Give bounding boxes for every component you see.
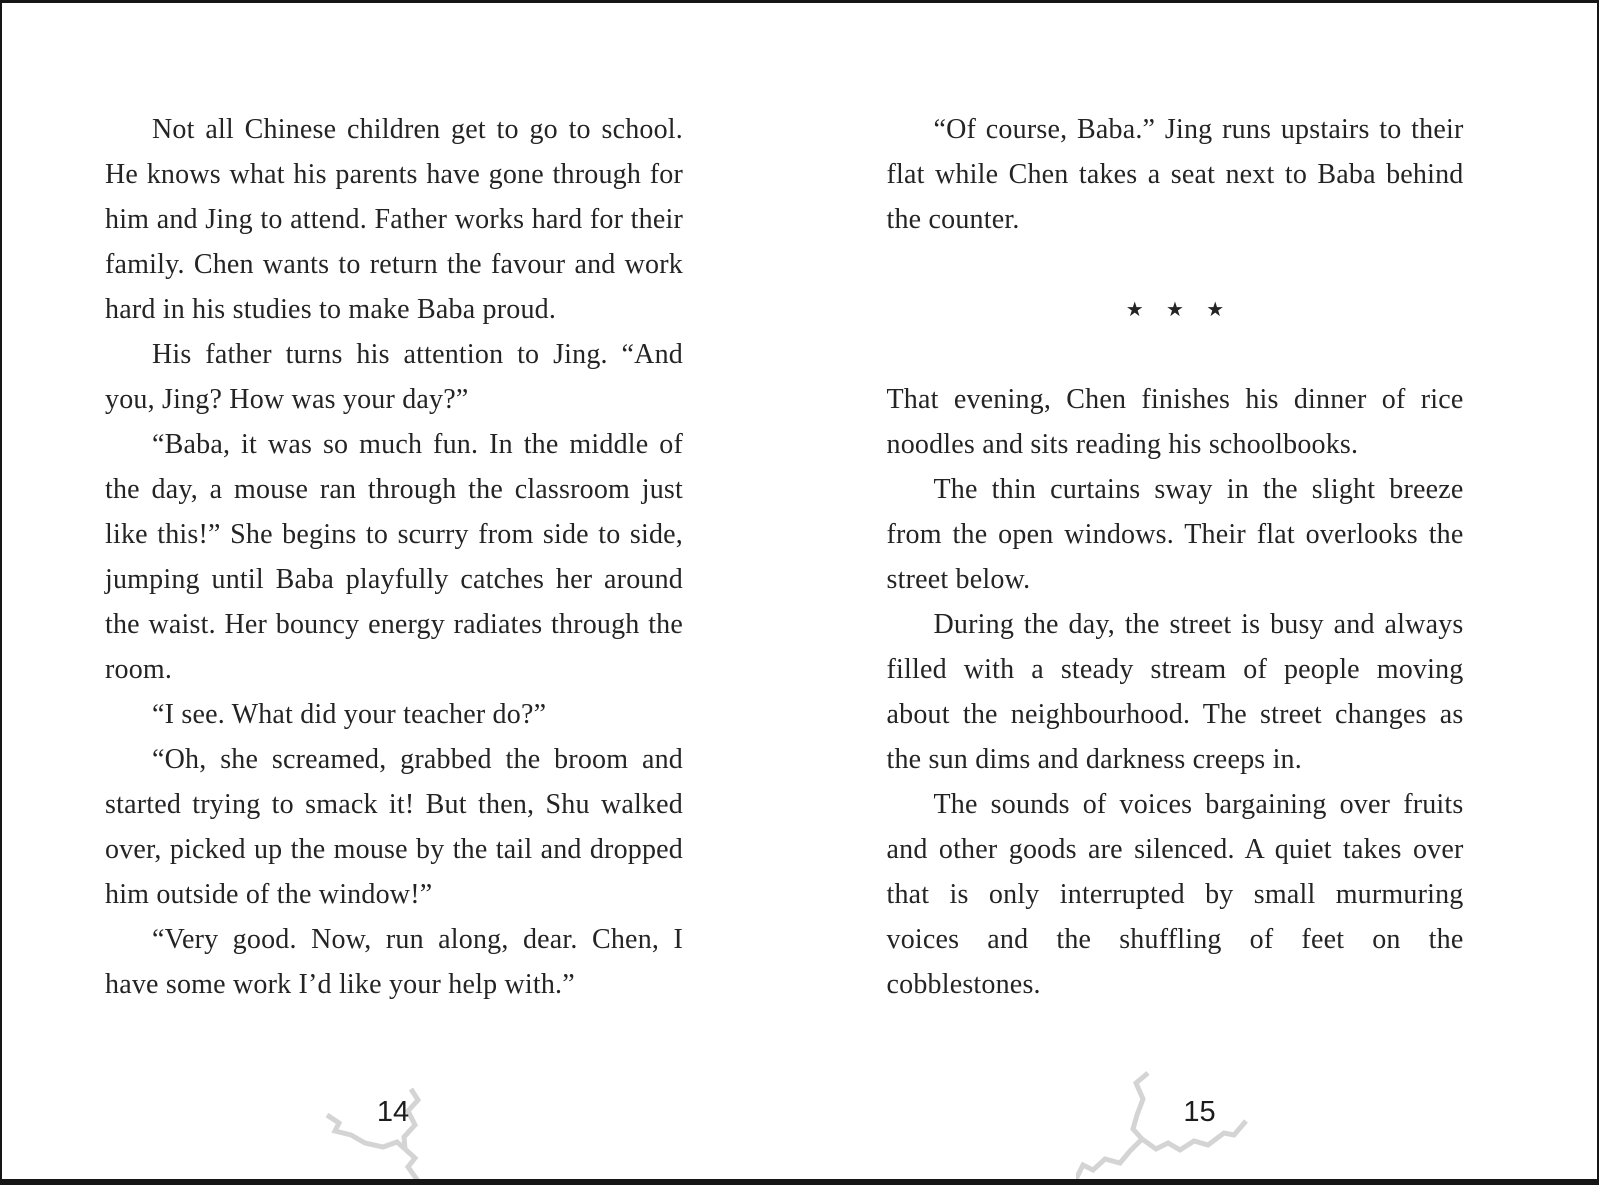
paragraph: “Of course, Baba.” Jing runs upstairs to their flat while Chen takes a seat next to Baba behind the counter. bbox=[886, 114, 1464, 235]
scene-break-stars-icon: ★ ★ ★ bbox=[1125, 297, 1225, 321]
paragraph: His father turns his attention to Jing. “And you, Jing? How was your day?” bbox=[105, 339, 683, 415]
paragraph: “Very good. Now, run along, dear. Chen, I have some work I’d like your help with.” bbox=[105, 924, 683, 1000]
page-15-text-column bbox=[887, 107, 1464, 1007]
page-15 bbox=[800, 3, 1598, 1179]
paragraph: That evening, Chen finishes his dinner of rice noodles and sits reading his schoolbooks. bbox=[886, 384, 1464, 460]
paragraph: During the day, the street is busy and always filled with a steady stream of people moving about the neighbourhood. The street changes as the sun dims and darkness creeps in. bbox=[886, 609, 1464, 775]
page-14 bbox=[2, 3, 800, 1179]
page-number-right: 15 bbox=[1183, 1096, 1216, 1128]
paragraph: The thin curtains sway in the slight breeze from the open windows. Their flat overlooks the street below. bbox=[886, 474, 1464, 595]
crack-illustration-icon bbox=[1076, 1071, 1256, 1185]
paragraph: “I see. What did your teacher do?” bbox=[152, 699, 547, 730]
paragraph: “Baba, it was so much fun. In the middle of the day, a mouse ran through the classroom just like this!” She begins to scurry from side to side, jumping until Baba playfully catches her around the waist. Her bouncy energy radiates through the room. bbox=[105, 429, 683, 685]
paragraph: Not all Chinese children get to go to school. He knows what his parents have gone through for him and Jing to attend. Father works hard for their family. Chen wants to return the favour and work hard in his studies to make Baba proud. bbox=[105, 114, 683, 325]
paragraph: The sounds of voices bargaining over fruits and other goods are silenced. A quiet takes over that is only interrupted by small murmuring voices and the shuffling of feet on the cobblestones. bbox=[886, 789, 1464, 1000]
page-number-left: 14 bbox=[376, 1096, 410, 1128]
paragraph: “Oh, she screamed, grabbed the broom and started trying to smack it! But then, Shu walked over, picked up the mouse by the tail and dropped him outside of the window!” bbox=[105, 744, 683, 910]
page-14-text-column bbox=[105, 107, 683, 1007]
